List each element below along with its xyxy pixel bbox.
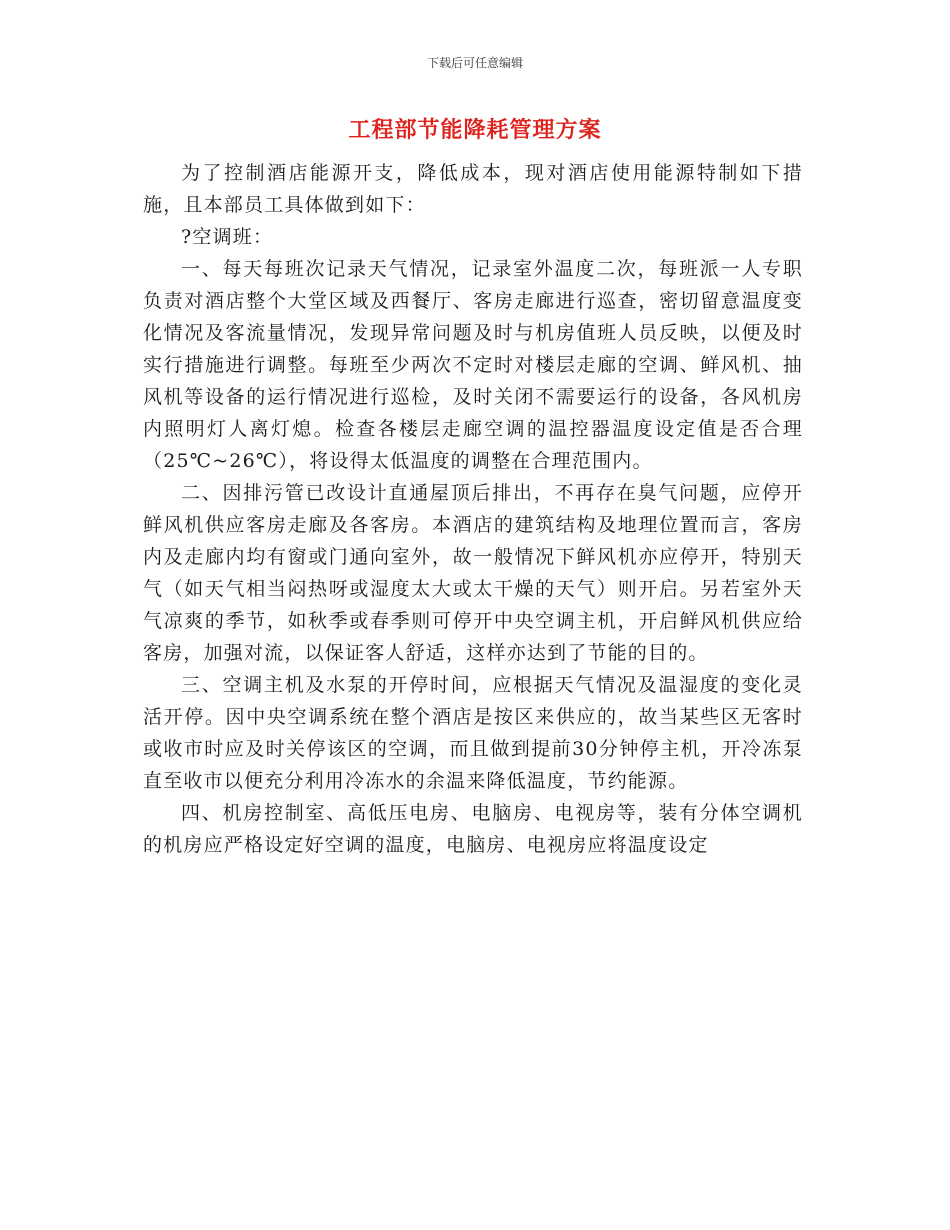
paragraph-item-1: 一、每天每班次记录天气情况，记录室外温度二次，每班派一人专职负责对酒店整个大堂区域及西餐厅、客房走廊进行巡查，密切留意温度变化情况及客流量情况，发现异常问题及时与机房值班人员反映，以便及时实行措施进行调整。每班至少两次不定时对楼层走廊的空调、鲜风机、抽风机等设备的运行情况进行巡检，及时关闭不需要运行的设备，各风机房内照明灯人离灯熄。检查各楼层走廊空调的温控器温度设定值是否合理（25℃~26℃），将设得太低温度的调整在合理范围内。 <box>143 258 803 472</box>
header-note: 下载后可任意编辑 <box>426 56 523 70</box>
paragraph-item-4: 四、机房控制室、高低压电房、电脑房、电视房等，装有分体空调机的机房应严格设定好空调的温度，电脑房、电视房应将温度设定 <box>143 802 803 856</box>
paragraph-item-2: 二、因排污管已改设计直通屋顶后排出，不再存在臭气问题，应停开鲜风机供应客房走廊及各客房。本酒店的建筑结构及地理位置而言，客房内及走廊内均有窗或门通向室外，故一般情况下鲜风机亦应停开，特别天气（如天气相当闷热呀或湿度太大或太干燥的天气）则开启。另若室外天气凉爽的季节，如秋季或春季则可停开中央空调主机，开启鲜风机供应给客房，加强对流，以保证客人舒适，这样亦达到了节能的目的。 <box>143 482 803 664</box>
document-body <box>143 157 803 861</box>
document-title: 工程部节能降耗管理方案 <box>348 118 602 143</box>
paragraph-item-3: 三、空调主机及水泵的开停时间，应根据天气情况及温湿度的变化灵活开停。因中央空调系统在整个酒店是按区来供应的，故当某些区无客时或收市时应及时关停该区的空调，而且做到提前30分钟停主机，开冷冻泵直至收市以便充分利用冷冻水的余温来降低温度，节约能源。 <box>143 674 803 792</box>
paragraph-section-heading: ?空调班： <box>181 226 274 248</box>
paragraph-intro: 为了控制酒店能源开支，降低成本，现对酒店使用能源特制如下措施，且本部员工具体做到如下： <box>143 162 803 216</box>
